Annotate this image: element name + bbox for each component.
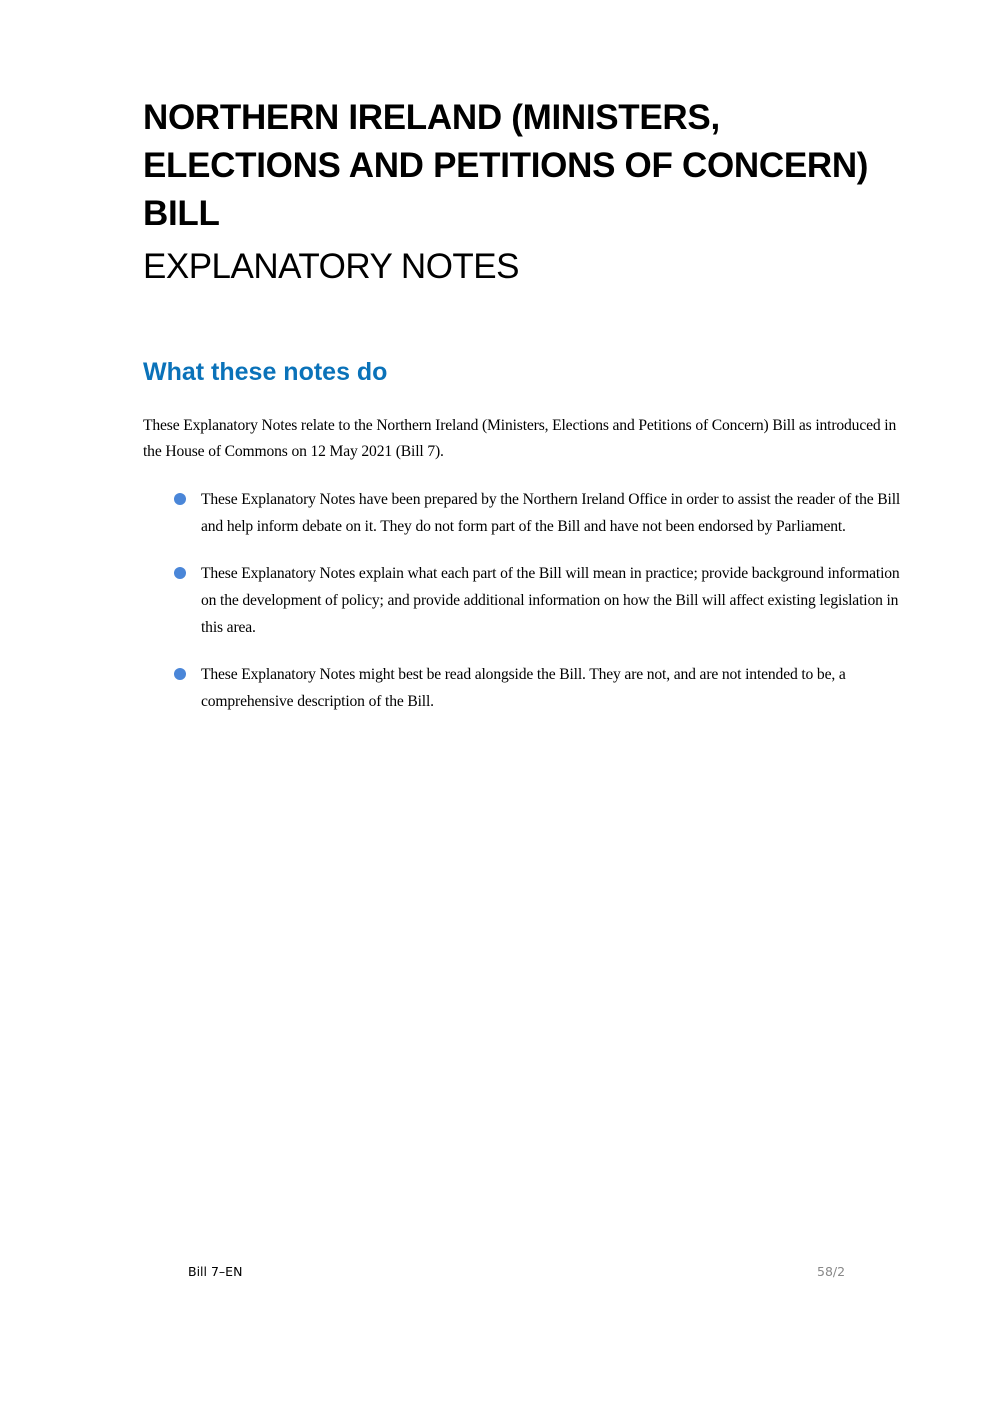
section-heading: What these notes do — [143, 358, 388, 386]
bullet-item — [170, 661, 910, 715]
footer-page-reference: 58/2 — [817, 1264, 846, 1279]
bullet-dot-icon — [174, 567, 186, 579]
bullet-dot-icon — [174, 668, 186, 680]
footer-bill-reference: Bill 7–EN — [188, 1264, 243, 1279]
bullet-text: These Explanatory Notes have been prepared by the Northern Ireland Office in order to assist the reader of the Bill and help inform debate on it. They do not form part of the Bill and have not been endorsed by Parliament. — [201, 491, 901, 535]
intro-paragraph: These Explanatory Notes relate to the Northern Ireland (Ministers, Elections and Petitions of Concern) Bill as introduced in the House of Commons on 12 May 2021 (Bill 7). — [143, 417, 897, 460]
bullet-item — [170, 560, 910, 641]
bullet-item — [170, 486, 910, 540]
bullet-list — [170, 486, 910, 735]
document-title: NORTHERN IRELAND (MINISTERS, ELECTIONS AND PETITIONS OF CONCERN) BILL — [143, 98, 869, 233]
bullet-dot-icon — [174, 493, 186, 505]
bullet-text: These Explanatory Notes explain what each part of the Bill will mean in practice; provide background information on the development of policy; and provide additional information on how the Bill will affect existing legislation in this area. — [201, 565, 900, 636]
bullet-text: These Explanatory Notes might best be read alongside the Bill. They are not, and are not intended to be, a comprehensive description of the Bill. — [201, 666, 846, 710]
document-subtitle: EXPLANATORY NOTES — [143, 247, 519, 286]
